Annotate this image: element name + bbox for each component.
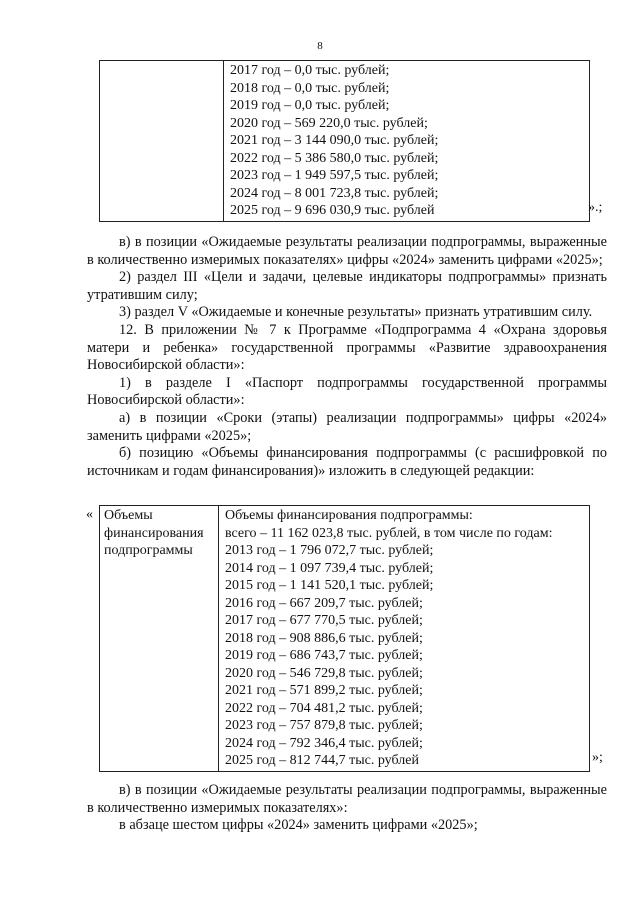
table2-line: всего – 11 162 023,8 тыс. рублей, в том числе по годам: <box>225 525 553 541</box>
table2-line: 2018 год – 908 886,6 тыс. рублей; <box>225 630 423 646</box>
table1-left-cell <box>100 61 224 222</box>
table2-opening-quote: « <box>86 507 93 522</box>
financing-table-new <box>99 505 590 772</box>
paragraph: 12. В приложении № 7 к Программе «Подпрограмма 4 «Охрана здоровья матери и ребенка» государственной программы «Развитие здравоохранения Новосибирской области»: <box>87 321 607 374</box>
paragraph: 2) раздел III «Цели и задачи, целевые индикаторы подпрограммы» признать утратившим силу; <box>87 269 607 303</box>
table2-line: 2019 год – 686 743,7 тыс. рублей; <box>225 648 423 663</box>
paragraph: б) позицию «Объемы финансирования подпрограммы (с расшифровкой по источникам и годам финансирования)» изложить в следующей редакции: <box>87 445 607 479</box>
table2-line: 2023 год – 757 879,8 тыс. рублей; <box>225 718 423 733</box>
table1-line: 2017 год – 0,0 тыс. рублей; <box>230 63 390 78</box>
paragraph: в) в позиции «Ожидаемые результаты реализации подпрограммы, выраженные в количественно измеримых показателях» цифры «2024» заменить цифрами «2025»; <box>87 234 607 268</box>
table2-line: 2022 год – 704 481,2 тыс. рублей; <box>225 700 423 716</box>
table2-line: 2025 год – 812 744,7 тыс. рублей <box>225 753 419 768</box>
table1-line: 2019 год – 0,0 тыс. рублей; <box>230 98 390 113</box>
table2-line: 2014 год – 1 097 739,4 тыс. рублей; <box>225 560 434 576</box>
amendment-paragraphs-2 <box>87 782 607 835</box>
table1-line: 2024 год – 8 001 723,8 тыс. рублей; <box>230 185 439 201</box>
table2-line: 2016 год – 667 209,7 тыс. рублей; <box>225 595 423 611</box>
table1-closing-quote: ».; <box>588 200 603 215</box>
paragraph: 3) раздел V «Ожидаемые и конечные результаты» признать утратившим силу. <box>119 304 593 321</box>
table2-line: 2015 год – 1 141 520,1 тыс. рублей; <box>225 578 434 593</box>
table2-line: 2020 год – 546 729,8 тыс. рублей; <box>225 665 423 681</box>
table1-line: 2021 год – 3 144 090,0 тыс. рублей; <box>230 133 439 148</box>
table2-line: Объемы финансирования подпрограммы: <box>225 508 473 523</box>
table2-left-cell: Объемы финансирования подпрограммы <box>100 506 219 772</box>
table1-line: 2020 год – 569 220,0 тыс. рублей; <box>230 115 428 131</box>
table2-closing-quote: »; <box>592 750 603 765</box>
table2-line: 2017 год – 677 770,5 тыс. рублей; <box>225 613 423 628</box>
table1-line: 2023 год – 1 949 597,5 тыс. рублей; <box>230 168 439 183</box>
table2-right-cell <box>219 506 590 772</box>
table1-line: 2022 год – 5 386 580,0 тыс. рублей; <box>230 150 439 166</box>
table2-line: 2024 год – 792 346,4 тыс. рублей; <box>225 735 423 751</box>
amendment-paragraphs-1 <box>87 234 607 480</box>
table2-line: 2021 год – 571 899,2 тыс. рублей; <box>225 683 423 698</box>
paragraph: 1) в разделе I «Паспорт подпрограммы государственной программы Новосибирской области»: <box>87 374 607 409</box>
page-number: 8 <box>317 40 323 52</box>
paragraph: в абзаце шестом цифры «2024» заменить цифрами «2025»; <box>119 817 478 834</box>
financing-table-continued <box>99 60 590 222</box>
table2-line: 2013 год – 1 796 072,7 тыс. рублей; <box>225 543 434 558</box>
paragraph: в) в позиции «Ожидаемые результаты реализации подпрограммы, выраженные в количественно измеримых показателях»: <box>87 782 607 816</box>
table1-line: 2025 год – 9 696 030,9 тыс. рублей <box>230 203 435 218</box>
paragraph: а) в позиции «Сроки (этапы) реализации подпрограммы» цифры «2024» заменить цифрами «2025»; <box>87 409 607 444</box>
table1-line: 2018 год – 0,0 тыс. рублей; <box>230 80 390 96</box>
table1-right-cell <box>224 61 590 222</box>
